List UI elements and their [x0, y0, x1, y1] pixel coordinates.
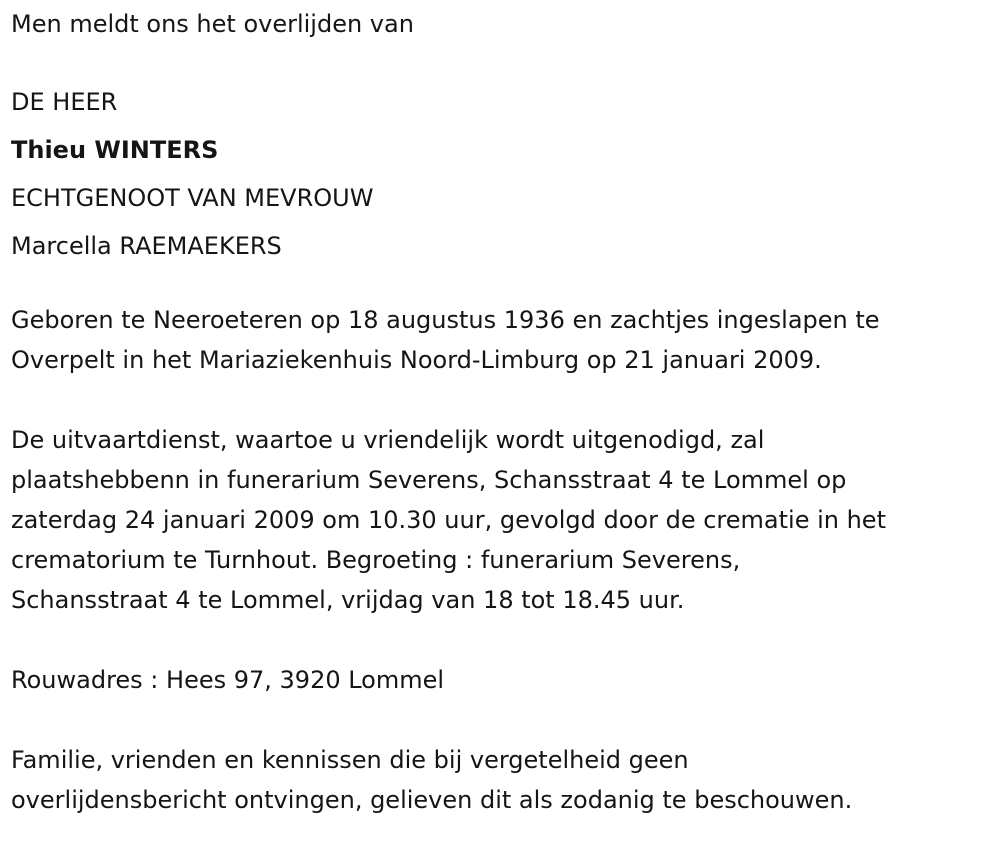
title-line: DE HEER: [11, 88, 118, 116]
spacer: [11, 620, 991, 660]
paragraph-line: Geboren te Neeroeteren op 18 augustus 1936 en zachtjes ingeslapen te: [11, 306, 880, 334]
paragraph-line: plaatshebbenn in funerarium Severens, Schansstraat 4 te Lommel op: [11, 466, 847, 494]
birth-death-paragraph: [11, 300, 991, 380]
spouse-label: ECHTGENOOT VAN MEVROUW: [11, 184, 374, 212]
paragraph-line: De uitvaartdienst, waartoe u vriendelijk wordt uitgenodigd, zal: [11, 426, 765, 454]
paragraph-line: Schansstraat 4 te Lommel, vrijdag van 18 tot 18.45 uur.: [11, 586, 685, 614]
spacer: [11, 270, 991, 300]
service-paragraph: [11, 420, 991, 620]
spacer: [11, 380, 991, 420]
paragraph-line: zaterdag 24 januari 2009 om 10.30 uur, gevolgd door de crematie in het: [11, 506, 886, 534]
spouse-name: Marcella RAEMAEKERS: [11, 232, 282, 260]
mourning-address: Rouwadres : Hees 97, 3920 Lommel: [11, 666, 445, 694]
paragraph-line: crematorium te Turnhout. Begroeting : funerarium Severens,: [11, 546, 741, 574]
intro-line: Men meldt ons het overlijden van: [11, 10, 414, 38]
paragraph-line: overlijdensbericht ontvingen, gelieven dit als zodanig te beschouwen.: [11, 786, 853, 814]
obituary-notice: [11, 4, 991, 820]
closing-paragraph: [11, 740, 991, 820]
spacer: [11, 44, 991, 78]
deceased-name: Thieu WINTERS: [11, 136, 219, 164]
spacer: [11, 700, 991, 740]
paragraph-line: Familie, vrienden en kennissen die bij vergetelheid geen: [11, 746, 689, 774]
paragraph-line: Overpelt in het Mariaziekenhuis Noord-Limburg op 21 januari 2009.: [11, 346, 822, 374]
